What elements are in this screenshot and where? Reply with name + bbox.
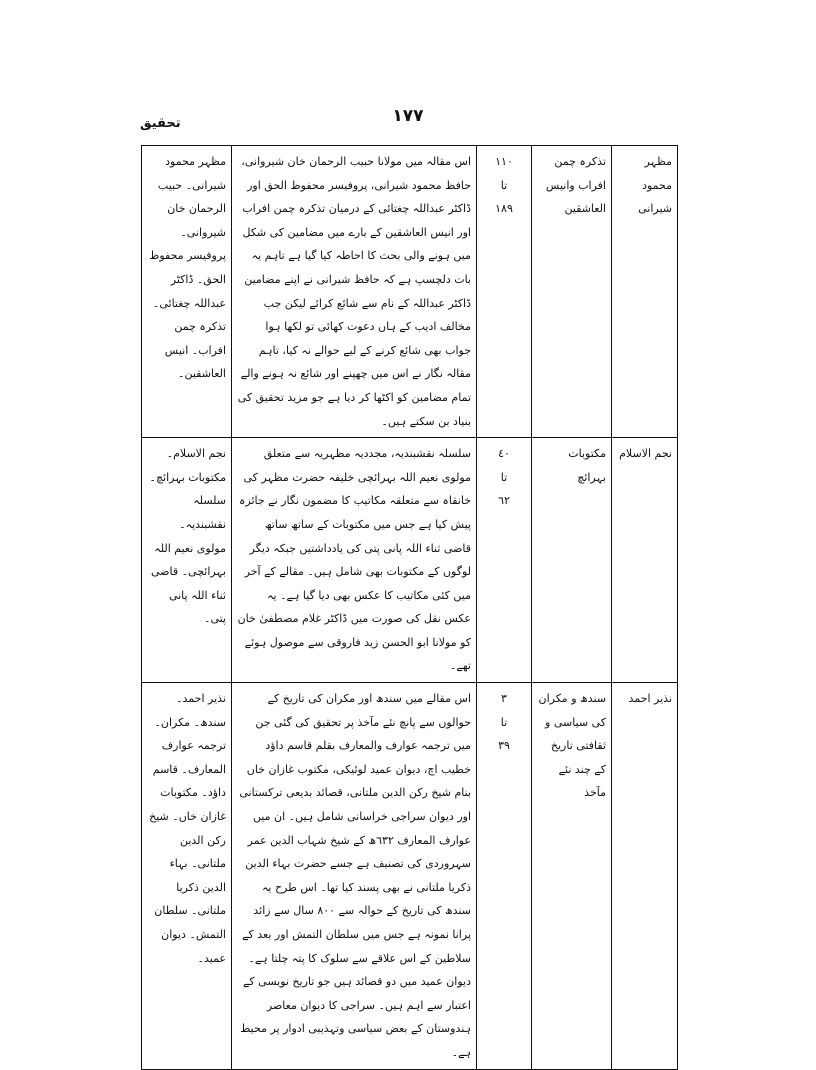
title-cell: تذکرہ چمن افراب وانیس العاشقین	[532, 146, 612, 438]
summary-cell: سلسلہ نقشبندیہ، مجددیہ مظہریہ سے متعلق مولوی نعیم اللہ بہرائچی خلیفہ حضرت مظہر کی خانقاہ سے متعلقہ مکاتیب کا مضمون نگار نے جائزہ پیش کیا ہے جس میں مکتوبات کے ساتھ ساتھ قاضی ثناء اللہ پانی پتی کی یادداشتیں جبکہ دیگر لوگوں کے مکتوبات بھی شامل ہیں۔ مقالے کے آخر میں کئی مکاتیب کا عکس بھی دیا گیا ہے۔ یہ عکس نقل کی صورت میں ڈاکٹر غلام مصطفیٰ خان کو مولانا ابو الحسن زید فاروقی سے موصول ہوئے تھے۔	[232, 438, 477, 683]
page-start: ١١٠	[495, 155, 513, 168]
page-to: تا	[500, 470, 508, 484]
keywords-cell: مظہر محمود شیرانی۔ حبیب الرحمان خان شیروانی۔ پروفیسر محفوظ الحق۔ ڈاکٹر عبداللہ چغتائی۔ تذکرہ چمن افراب۔ انیس العاشقین۔	[142, 146, 232, 438]
title-cell: سندھ و مکران کی سیاسی و ثقافتی تاریخ کے چند نئے مآخذ	[532, 683, 612, 1070]
page-end: ٣٩	[498, 739, 510, 753]
page-number: ١٧٧	[392, 106, 424, 126]
pages-cell	[477, 146, 532, 438]
summary-cell: اس مقالے میں سندھ اور مکران کی تاریخ کے حوالوں سے پانچ نئے مآخذ پر تحقیق کی گئی جن میں ترجمہ عوارف والمعارف بقلم قاسم داؤد خطیب اچ، دیوان عمید لوئیکی، مکتوب غازان خاں بنام شیخ رکن الدین ملتانی، قصائد بدیعی ترکستانی اور دیوان سراجی خراسانی شامل ہیں۔ ان میں عوارف المعارف ٦٣٢ھ کے شیخ شہاب الدین عمر سہروردی کی تصنیف ہے جسے حضرت بہاء الدین ذکریا ملتانی نے بھی پسند کیا تھا۔ اس طرح یہ سندھ کی تاریخ کے حوالہ سے ٨٠٠ سال سے زائد پرانا نمونہ ہے جس میں سلطان التمش اور بعد کے سلاطین کے اس علاقے سے سلوک کا پتہ چلتا ہے۔ دیوان عمید میں دو قصائد ہیں جو تاریخ نویسی کے اعتبار سے اہم ہیں۔ سراجی کا دیوان معاصر ہندوستان کے بعض سیاسی وتہذیبی ادوار پر محیط ہے۔	[232, 683, 477, 1070]
pages-cell	[477, 683, 532, 1070]
table-row	[142, 146, 678, 438]
page-end: ١٨٩	[495, 202, 513, 216]
table-row	[142, 438, 678, 683]
keywords-cell: نذیر احمد۔ سندھ۔ مکران۔ ترجمہ عوارف المعارف۔ قاسم داؤد۔ مکتوبات غازان خاں۔ شیخ رکن الدین ملتانی۔ بہاء الدین ذکریا ملتانی۔ سلطان التمش۔ دیوان عمید۔	[142, 683, 232, 1070]
page-to: تا	[500, 178, 508, 192]
author-cell: نجم الاسلام	[612, 438, 678, 683]
page-to: تا	[500, 715, 508, 729]
author-cell: مظہر محمود شیرانی	[612, 146, 678, 438]
table-row	[142, 683, 678, 1070]
page-start: ٤٠	[498, 447, 510, 461]
summary-cell: اس مقالہ میں مولانا حبیب الرحمان خان شیروانی، حافظ محمود شیرانی، پروفیسر محفوظ الحق اور ڈاکٹر عبداللہ چغتائی کے درمیان تذکرہ چمن افراب اور انیس العاشقین کے بارے میں مضامین کی شکل میں ہونے والی بحث کا احاطہ کیا گیا ہے تاہم یہ بات دلچسپ ہے کہ حافظ شیرانی نے اپنے مضامین ڈاکٹر عبداللہ کے نام سے شائع کرائے لیکن جب مخالف ادیب کے ہاں دعوت کھائی تو لکھا ہوا جواب بھی شائع کرنے کے لیے حوالے نہ کیا، تاہم مقالہ نگار نے اس میں چھپنے اور شائع نہ ہونے والے تمام مضامین کو اکٹھا کر دیا ہے جو مزید تحقیق کی بنیاد بن سکتے ہیں۔	[232, 146, 477, 438]
author-cell: نذیر احمد	[612, 683, 678, 1070]
page-start: ٣	[501, 692, 507, 706]
index-table	[141, 145, 678, 1070]
pages-cell	[477, 438, 532, 683]
title-cell: مکتوبات بہرائچ	[532, 438, 612, 683]
page-end: ٦٢	[498, 494, 510, 508]
journal-title: تحقیق	[140, 116, 181, 131]
keywords-cell: نجم الاسلام۔ مکتوبات بہرائچ۔ سلسلہ نقشبندیہ۔ مولوی نعیم اللہ بہرائچی۔ قاضی ثناء اللہ پانی پتی۔	[142, 438, 232, 683]
